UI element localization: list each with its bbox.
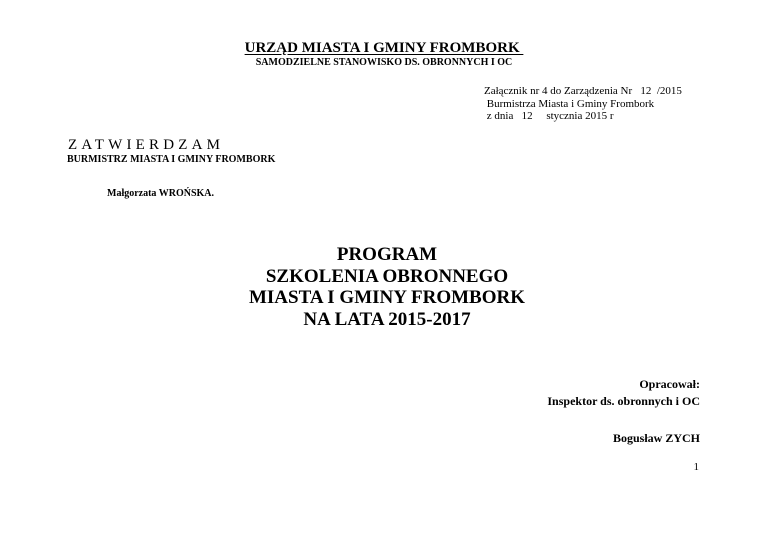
approver-title: BURMISTRZ MIASTA I GMINY FROMBORK (67, 154, 276, 165)
program-title-line: MIASTA I GMINY FROMBORK (248, 287, 526, 308)
page-number: 1 (693, 461, 699, 473)
program-title-line: PROGRAM (336, 244, 438, 265)
department-subtitle: SAMODZIELNE STANOWISKO DS. OBRONNYCH I OC (255, 57, 513, 68)
annex-line: Załącznik nr 4 do Zarządzenia Nr 12 /2015 (484, 85, 682, 97)
author-name: Bogusław ZYCH (612, 431, 700, 445)
program-title-line: NA LATA 2015-2017 (303, 308, 471, 330)
program-title (0, 244, 768, 330)
annex-line: z dnia 12 stycznia 2015 r (484, 110, 614, 122)
prepared-by-position: Inspektor ds. obronnych i OC (547, 394, 700, 408)
approve-heading: ZATWIERDZAM (68, 137, 225, 153)
office-title (0, 40, 768, 57)
office-title-text: URZĄD MIASTA I GMINY FROMBORK (244, 40, 524, 56)
annex-note (484, 85, 682, 123)
program-title-line: SZKOLENIA OBRONNEGO (265, 265, 509, 287)
prepared-by-label: Opracował: (639, 377, 700, 391)
approver-name: Małgorzata WROŃSKA. (107, 188, 215, 199)
annex-line: Burmistrza Miasta i Gminy Frombork (484, 97, 655, 110)
prepared-by-block (547, 376, 700, 410)
